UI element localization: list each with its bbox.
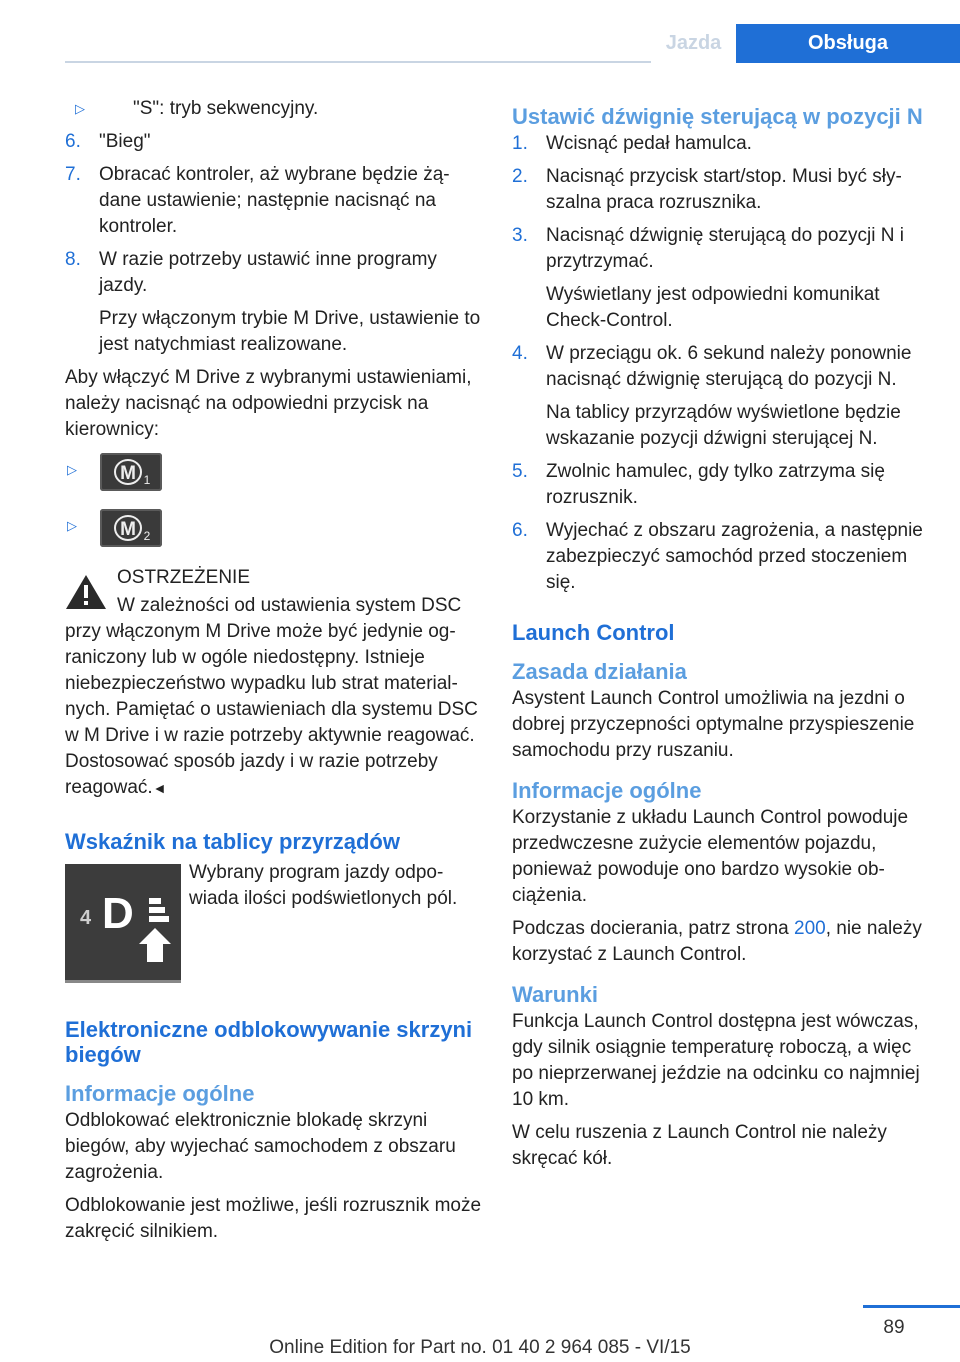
warning-triangle-icon [65, 573, 107, 611]
step-text: Nacisnąć przycisk start/stop. Musi być słyszalna praca rozrusznika. [546, 166, 902, 213]
step-2 [512, 164, 932, 216]
m2-number: 2 [143, 529, 151, 543]
right-column [512, 96, 932, 1179]
heading-conditions: Warunki [512, 982, 598, 1007]
paragraph-mdrive: Aby włączyć M Drive z wybranymi ustawieniami, należy nacisnąć na odpowiedni przycisk na kierownicy: [65, 367, 472, 440]
step-text: Nacisnąć dźwignię sterującą do pozycji N i przytrzymać. [546, 225, 904, 272]
step-text: Zwolnic hamulec, gdy tylko zatrzyma się rozrusznik. [546, 461, 885, 508]
heading-unlock: Elektroniczne odblokowywanie skrzyni biegów [65, 1017, 473, 1067]
step-text: Wyjechać z obszaru zagrożenia, a następnie zabezpieczyć samochód przed stoczeniem się. [546, 520, 923, 593]
step-number: 3. [512, 225, 528, 246]
general-2-text-b: , nie należy korzystać z Launch Control. [512, 918, 922, 965]
m1-letter: M [120, 463, 136, 484]
edition-footer: Online Edition for Part no. 01 40 2 964 085 - VI/15 [269, 1337, 691, 1358]
heading-general-info: Informacje ogólne [65, 1081, 255, 1106]
triangle-bullet-icon: ▷ [67, 462, 77, 477]
list-item-text: Obracać kontroler, aż wybrane będzie żądane ustawienie; następnie nacisnąć na kontroler. [99, 164, 450, 237]
tab-jazda[interactable]: Jazda [651, 24, 736, 63]
warning-text: W zależności od ustawienia system DSC przy włączonym M Drive może być jedynie ograniczony lub w ogóle niedostępny. Istnieje niebezpieczeństwo wypadku lub strat materialnych. Pamiętać o ustawieniach dla systemu DSC w M Drive i w razie potrzeby aktywnie reagować. Dostosować sposób jazdy i w razie potrzeby reagować. [65, 595, 478, 798]
paragraph-general-2 [512, 916, 932, 968]
m1-button-icon [100, 453, 162, 491]
paragraph-conditions-1: Funkcja Launch Control dostępna jest wówczas, gdy silnik osiągnie temperaturę roboczą, a więc po nieprzerwanej jeździe na odcinku co najmniej 10 km. [512, 1011, 920, 1110]
footer-rule [863, 1305, 960, 1308]
general-2-text-a: Podczas docierania, patrz strona [512, 918, 794, 939]
left-column [65, 96, 485, 1252]
heading-launch-general: Informacje ogólne [512, 778, 702, 803]
step-6 [512, 518, 932, 596]
step-text: W przeciągu ok. 6 sekund należy ponownie nacisnąć dźwignię sterującą do pozycji N. [546, 343, 912, 390]
list-item-text: W razie potrzeby ustawić inne programy jazdy. [99, 249, 437, 296]
page-reference-link[interactable]: 200 [794, 918, 826, 939]
step-note: Na tablicy przyrządów wyświetlone będzie wskazanie pozycji dźwigni sterującej N. [546, 402, 901, 449]
step-4 [512, 341, 932, 393]
list-number: 6. [65, 131, 81, 152]
drive-mode-gauge [65, 864, 181, 983]
heading-principle: Zasada działania [512, 659, 687, 684]
m1-number: 1 [143, 473, 151, 487]
m1-button-row [65, 453, 485, 493]
step-number: 5. [512, 461, 528, 482]
step-text: Wcisnąć pedał hamulca. [546, 133, 752, 154]
list-item-6 [65, 129, 485, 155]
paragraph-conditions-2: W celu ruszenia z Launch Control nie należy skręcać kół. [512, 1122, 887, 1169]
list-item-7 [65, 162, 485, 240]
heading-neutral: Ustawić dźwignię sterującą w pozycji N [512, 104, 923, 129]
m2-letter: M [120, 519, 136, 540]
warning-block [65, 565, 485, 801]
m2-button-row [65, 509, 485, 549]
gauge-gear-number: 4 [80, 907, 92, 929]
paragraph-principle: Asystent Launch Control umożliwia na jezdni o dobrej przyczepności optymalne przyspieszenie samochodu przy ruszaniu. [512, 688, 915, 761]
list-item-8 [65, 247, 485, 299]
end-mark-icon: ◄ [152, 780, 167, 796]
list-number: 8. [65, 249, 81, 270]
step-5 [512, 459, 932, 511]
step-1 [512, 131, 932, 157]
list-item-text: "S": tryb sekwencyjny. [133, 98, 319, 119]
tab-obsluga[interactable]: Obsługa [736, 24, 960, 63]
triangle-bullet-icon: ▷ [67, 518, 77, 533]
indicator-text: Wybrany program jazdy odpowiada ilości podświetlonych pól. [189, 862, 458, 909]
step-number: 1. [512, 133, 528, 154]
step-number: 6. [512, 520, 528, 541]
warning-body [65, 593, 485, 801]
step-number: 4. [512, 343, 528, 364]
triangle-bullet-icon: ▷ [75, 101, 85, 116]
gauge-mode-letter: D [102, 889, 134, 938]
list-item-note: Przy włączonym trybie M Drive, ustawienie to jest natychmiast realizowane. [99, 308, 481, 355]
paragraph-unlock-2: Odblokowanie jest możliwe, jeśli rozrusznik może zakręcić silnikiem. [65, 1195, 482, 1242]
heading-launch-control: Launch Control [512, 620, 675, 645]
list-item-sequential [65, 96, 485, 122]
paragraph-unlock-1: Odblokować elektronicznie blokadę skrzyni biegów, aby wyjechać samochodem z obszaru zagrożenia. [65, 1110, 456, 1183]
m2-button-icon [100, 509, 162, 547]
page-number: 89 [883, 1317, 905, 1338]
list-item-text: "Bieg" [99, 131, 151, 152]
warning-title: OSTRZEŻENIE [117, 567, 251, 588]
list-number: 7. [65, 164, 81, 185]
heading-indicator: Wskaźnik na tablicy przyrządów [65, 829, 400, 854]
paragraph-general-1: Korzystanie z układu Launch Control powoduje przedwczesne zużycie elementów pojazdu, ponieważ powoduje ono bardzo wysokie obciążenia. [512, 807, 909, 906]
indicator-section [65, 860, 485, 989]
step-3 [512, 223, 932, 275]
step-number: 2. [512, 166, 528, 187]
step-note: Wyświetlany jest odpowiedni komunikat Check-Control. [546, 284, 880, 331]
